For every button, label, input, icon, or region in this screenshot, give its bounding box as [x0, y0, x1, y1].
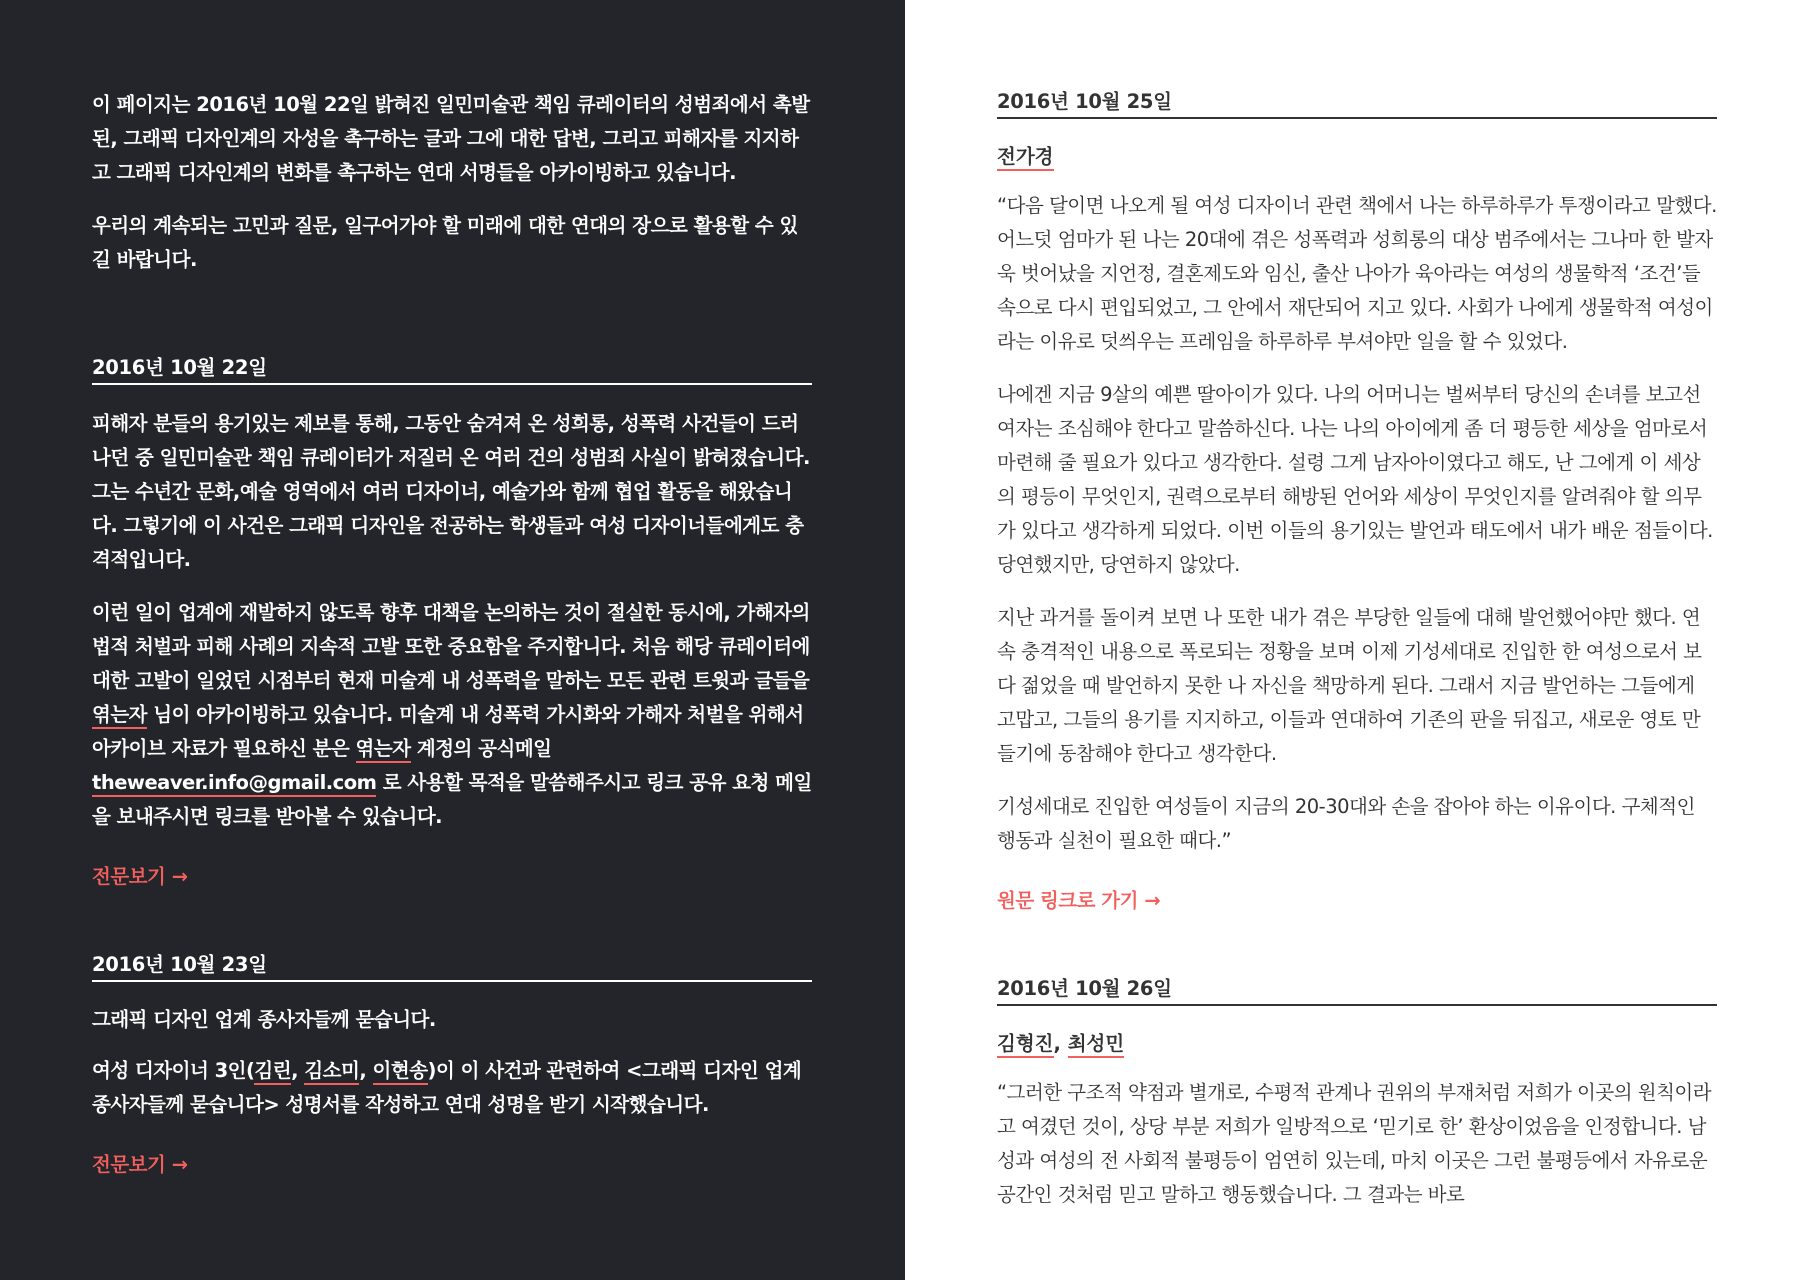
right-column [997, 86, 1717, 1212]
author-link-jeongagyeong[interactable]: 전가경 [997, 145, 1054, 171]
designer-link-leehyunsong[interactable]: 이현송 [373, 1059, 428, 1085]
separator: , [291, 1059, 305, 1082]
weaver-link[interactable]: 엮는자 [356, 737, 411, 763]
section-oct25-paragraph-4: 기성세대로 진입한 여성들이 지금의 20-30대와 손을 잡아야 하는 이유이다. 구체적인 행동과 실천이 필요한 때다.” [997, 795, 1695, 852]
right-panel [905, 0, 1800, 1280]
text-segment: 이런 일이 업계에 재발하지 않도록 향후 대책을 논의하는 것이 절실한 동시에, 가해자의 법적 처벌과 피해 사례의 지속적 고발 또한 중요함을 주지합니다. 처음 해당 큐레이터에 대한 고발이 일었던 시점부터 현재 미술계 내 성폭력을 말하는 모든 관련 트윗과 글들을 [92, 601, 810, 692]
author-line [997, 141, 1717, 169]
read-full-link-oct23[interactable]: 전문보기 → [92, 1153, 188, 1176]
designer-link-kimsomi[interactable]: 김소미 [304, 1059, 359, 1085]
text-segment: 님이 아카이빙하고 있습니다. 미술계 내 성폭력 가시화와 가해자 처벌을 위해서 아카이브 자료가 필요하신 분은 [92, 703, 804, 760]
section-date-oct25: 2016년 10월 25일 [997, 86, 1717, 119]
section-oct25-paragraph-2: 나에겐 지금 9살의 예쁜 딸아이가 있다. 나의 어머니는 벌써부터 당신의 손녀를 보고선 여자는 조심해야 한다고 말씀하신다. 나는 나의 아이에게 좀 더 평등한 세상을 엄마로서 마련해 줄 필요가 있다고 생각한다. 설령 그게 남자아이였다고 해도, 난 그에게 이 세상의 평등이 무엇인지, 권력으로부터 해방된 언어와 세상이 무엇인지를 알려줘야 할 의무가 있다고 생각하게 되었다. 이번 이들의 용기있는 발언과 태도에서 내가 배운 점들이다. 당연했지만, 당연하지 않았다. [997, 383, 1713, 576]
left-column [92, 88, 812, 1177]
read-full-link-oct22[interactable]: 전문보기 → [92, 865, 188, 888]
section-oct23-paragraph [92, 1054, 812, 1122]
section-oct23-heading: 그래픽 디자인 업계 종사자들께 묻습니다. [92, 1008, 436, 1031]
text-segment: 계정의 공식메일 [410, 737, 552, 760]
section-oct26-paragraph-1: “그러한 구조적 약점과 별개로, 수평적 관계나 권위의 부재처럼 저희가 이곳의 원칙이라고 여겼던 것이, 상당 부분 저희가 일방적으로 ‘믿기로 한’ 환상이었음을 인정합니다. 남성과 여성의 전 사회적 불평등이 엄연히 있는데, 마치 이곳은 그런 불평등에서 자유로운 공간인 것처럼 믿고 말하고 행동했습니다. 그 결과는 바로 [997, 1081, 1712, 1206]
author-line [997, 1028, 1717, 1056]
author-link-kimhyungjin[interactable]: 김형진 [997, 1032, 1054, 1058]
section-date-oct23: 2016년 10월 23일 [92, 949, 812, 982]
section-oct25-paragraph-3: 지난 과거를 돌이켜 보면 나 또한 내가 겪은 부당한 일들에 대해 발언했어야만 했다. 연속 충격적인 내용으로 폭로되는 정황을 보며 이제 기성세대로 진입한 한 여성으로서 보다 젊었을 때 발언하지 못한 나 자신을 책망하게 된다. 그래서 지금 발언하는 그들에게 고맙고, 그들의 용기를 지지하고, 이들과 연대하여 기존의 판을 뒤집고, 새로운 영토 만들기에 동참해야 한다고 생각한다. [997, 606, 1702, 765]
section-oct22-paragraph-2 [92, 596, 812, 834]
designer-link-kimrin[interactable]: 김린 [254, 1059, 291, 1085]
section-oct22-paragraph-1: 피해자 분들의 용기있는 제보를 통해, 그동안 숨겨져 온 성희롱, 성폭력 사건들이 드러나던 중 일민미술관 책임 큐레이터가 저질러 온 여러 건의 성범죄 사실이 밝혀졌습니다. 그는 수년간 문화,예술 영역에서 여러 디자이너, 예술가와 함께 협업 활동을 해왔습니다. 그렇기에 이 사건은 그래픽 디자인을 전공하는 학생들과 여성 디자이너들에게도 충격적입니다. [92, 412, 810, 571]
text-segment: )이 이 사건과 관련하여 <그래픽 디자인 업계 종사자들께 묻습니다> 성명서를 작성하고 연대 성명을 받기 시작했습니다. [92, 1059, 802, 1116]
text-segment: 로 사용할 목적을 말씀해주시고 링크 공유 요청 메일을 보내주시면 링크를 받아볼 수 있습니다. [92, 771, 812, 828]
author-link-choisungmin[interactable]: 최성민 [1068, 1032, 1125, 1058]
intro-paragraph-1: 이 페이지는 2016년 10월 22일 밝혀진 일민미술관 책임 큐레이터의 성범죄에서 촉발된, 그래픽 디자인계의 자성을 촉구하는 글과 그에 대한 답변, 그리고 피해자를 지지하고 그래픽 디자인계의 변화를 촉구하는 연대 서명들을 아카이빙하고 있습니다. [92, 93, 810, 184]
section-date-oct22: 2016년 10월 22일 [92, 352, 812, 385]
text-segment: 여성 디자이너 3인( [92, 1059, 255, 1082]
intro-paragraph-2: 우리의 계속되는 고민과 질문, 일구어가야 할 미래에 대한 연대의 장으로 활용할 수 있길 바랍니다. [92, 214, 798, 271]
section-date-oct26: 2016년 10월 26일 [997, 973, 1717, 1006]
original-link-oct25[interactable]: 원문 링크로 가기 → [997, 889, 1161, 912]
email-link[interactable]: theweaver.info@gmail.com [92, 771, 376, 797]
section-oct25-paragraph-1: “다음 달이면 나오게 될 여성 디자이너 관련 책에서 나는 하루하루가 투쟁이라고 말했다. 어느덧 엄마가 된 나는 20대에 겪은 성폭력과 성희롱의 대상 범주에서는 그나마 한 발자욱 벗어났을 지언정, 결혼제도와 임신, 출산 나아가 육아라는 여성의 생물학적 ‘조건’들 속으로 다시 편입되었고, 그 안에서 재단되어 지고 있다. 사회가 나에게 생물학적 여성이라는 이유로 덧씌우는 프레임을 하루하루 부셔야만 일을 할 수 있었다. [997, 194, 1717, 353]
weaver-link[interactable]: 엮는자 [92, 703, 147, 729]
separator: , [1053, 1032, 1068, 1055]
separator: , [359, 1059, 373, 1082]
